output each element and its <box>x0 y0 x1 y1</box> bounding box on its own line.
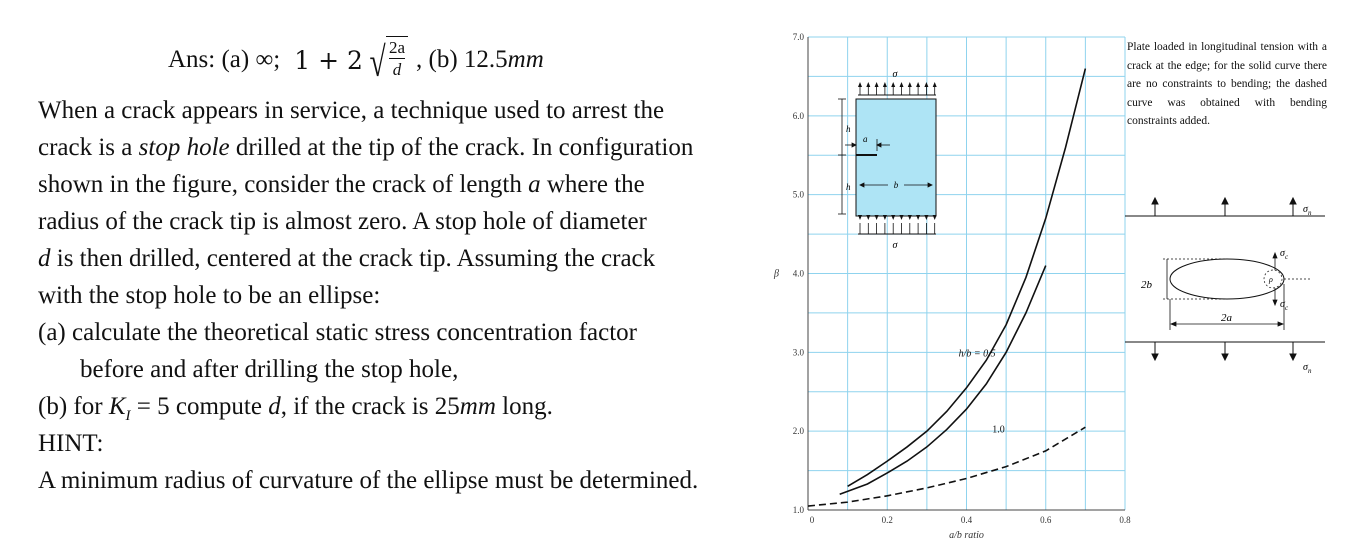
hint-title-text: HINT: <box>38 430 104 457</box>
2b-dimension <box>1163 259 1225 299</box>
fraction-numerator: 2a <box>388 38 406 57</box>
var-d: d <box>268 393 281 420</box>
problem-text: radius of the crack tip is almost zero. A stop hole of diameter <box>38 208 647 235</box>
var-d: d <box>38 245 51 272</box>
answer-line <box>168 34 544 86</box>
y-axis-label: β <box>774 268 779 280</box>
var-k: K <box>108 393 126 420</box>
plate-arrow-up-head <box>933 82 937 87</box>
plate-arrow-up-head <box>883 82 887 87</box>
fraction-denominator: d <box>392 60 402 79</box>
sigma-c-top: $\sigma_c$ <box>1280 248 1289 261</box>
a-label: a <box>863 134 868 144</box>
annotation-hb-0-5: h/b = 0.5 <box>958 348 996 360</box>
2b-label: 2b <box>1141 279 1152 291</box>
problem-line-6 <box>38 281 380 311</box>
stop-hole-term: stop hole <box>138 134 230 161</box>
sigma-bottom: σ <box>892 240 898 251</box>
x-axis-label: a/b ratio <box>949 530 984 541</box>
problem-text: shown in the figure, consider the crack of length <box>38 171 529 198</box>
ellipse-figure <box>1115 190 1340 390</box>
series-line-bending-constrained <box>808 424 1085 506</box>
plate-arrow-up-head <box>908 82 912 87</box>
chart-axes <box>773 32 1131 541</box>
problem-text: , if the crack is 25 <box>280 393 460 420</box>
fraction <box>386 36 408 78</box>
sqrt-expression <box>366 36 408 84</box>
var-a: a <box>528 171 541 198</box>
problem-line-2 <box>38 133 693 163</box>
chart-series <box>808 69 1085 507</box>
arrow-down <box>1290 354 1296 360</box>
x-tick-label: 0.6 <box>1040 515 1052 525</box>
figure-caption <box>1127 38 1327 131</box>
sigma-c-arrows <box>1273 253 1310 305</box>
h-label-bottom: h <box>846 182 851 192</box>
problem-text: long. <box>495 393 553 420</box>
y-tick-label: 3.0 <box>792 347 804 358</box>
hint-text: A minimum radius of curvature of the ellipse must be determined. <box>38 467 699 494</box>
series-line-1-0 <box>840 266 1046 495</box>
problem-text: (b) for <box>38 393 109 420</box>
plate-arrow-up-head <box>891 82 895 87</box>
plate-arrow-up-head <box>875 82 879 87</box>
2a-label: 2a <box>1221 312 1232 324</box>
arrow-up <box>1290 198 1296 204</box>
ellipse-hole <box>1170 259 1284 299</box>
b-label: b <box>893 180 899 190</box>
caption-text: Plate loaded in longitudinal tension with a crack at the edge; for the solid curve there are no constraints to bending; the dashed curve was obtained with bending constraints added. <box>1127 41 1327 127</box>
y-tick-label: 4.0 <box>792 268 804 279</box>
arrow-down <box>1222 354 1228 360</box>
plate-arrow-up-head <box>924 82 928 87</box>
stress-concentration-chart <box>760 25 1140 545</box>
problem-line-7 <box>38 318 637 348</box>
x-tick-label: 0 <box>809 515 815 525</box>
top-arrow-heads <box>856 82 937 99</box>
unit-mm: mm <box>459 393 496 420</box>
problem-line-5 <box>38 244 655 274</box>
sigma-n-top: $\sigma_n$ <box>1303 204 1312 217</box>
problem-text: is then drilled, centered at the crack tip. Assuming the crack <box>50 245 656 272</box>
arrow-down <box>1152 354 1158 360</box>
y-tick-label: 1.0 <box>792 505 804 515</box>
annotation-hb-1-0: 1.0 <box>992 424 1005 436</box>
y-tick-label: 6.0 <box>792 110 804 121</box>
hint-line <box>38 466 698 496</box>
y-tick-label: 2.0 <box>792 426 804 437</box>
h-label-top: h <box>846 124 851 134</box>
problem-text: = 5 compute <box>130 393 269 420</box>
plate <box>856 99 936 216</box>
hint-title <box>38 429 103 459</box>
var-k-subscript: I <box>125 408 131 424</box>
plate-arrow-up-head <box>866 82 870 87</box>
arrow-up <box>1222 198 1228 204</box>
answer-b: , (b) 12.5 <box>416 46 508 73</box>
answer-prefix: Ans: (a) ∞; <box>168 46 281 73</box>
bottom-arrow-heads <box>856 215 937 234</box>
problem-line-1 <box>38 96 664 126</box>
answer-unit: mm <box>507 46 544 73</box>
sigma-n-bottom: $\sigma_n$ <box>1303 362 1312 375</box>
problem-text: before and after drilling the stop hole, <box>80 356 459 383</box>
x-tick-label: 0.8 <box>1119 515 1131 525</box>
problem-line-4 <box>38 207 647 237</box>
problem-text: (a) calculate the theoretical static stress concentration factor <box>38 319 637 346</box>
problem-line-3 <box>38 170 645 200</box>
problem-line-9 <box>38 392 553 431</box>
problem-text: When a crack appears in service, a technique used to arrest the <box>38 97 665 124</box>
problem-text: with the stop hole to be an ellipse: <box>38 282 381 309</box>
plate-arrow-up-head <box>900 82 904 87</box>
arrow-up <box>1152 198 1158 204</box>
x-tick-label: 0.2 <box>881 515 893 525</box>
problem-text: crack is a <box>38 134 139 161</box>
x-tick-label: 0.4 <box>960 515 973 525</box>
sigma-c-bottom: $\sigma_c$ <box>1280 299 1289 312</box>
plate-arrow-up-head <box>916 82 920 87</box>
y-tick-label: 7.0 <box>792 32 804 42</box>
y-tick-label: 5.0 <box>792 189 804 200</box>
problem-line-8 <box>80 355 458 385</box>
problem-text: drilled at the tip of the crack. In configuration <box>229 134 694 161</box>
plate-arrow-up-head <box>858 82 862 87</box>
formula-lead: 1 + 2 <box>294 45 363 75</box>
sigma-top: σ <box>892 69 898 80</box>
rho-label: ρ <box>1269 275 1273 284</box>
problem-text: where the <box>540 171 645 198</box>
tip-radius-circle <box>1264 270 1282 288</box>
radical-sign: √ <box>369 40 386 86</box>
